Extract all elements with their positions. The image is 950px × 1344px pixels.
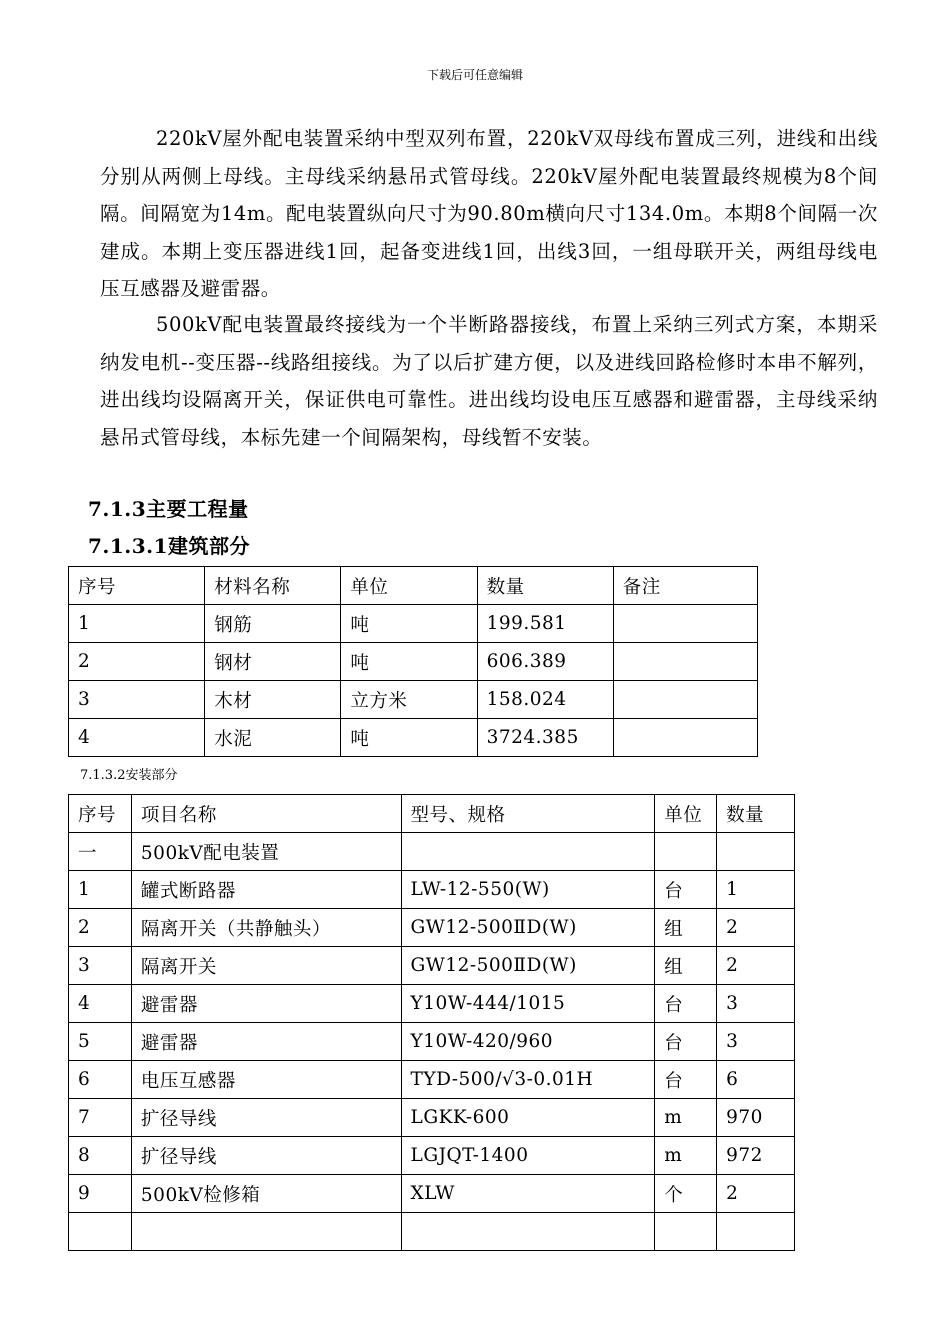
- table-cell: LGKK-600: [401, 1099, 655, 1137]
- table-cell: 500kV检修箱: [131, 1175, 401, 1213]
- table-cell: m: [655, 1099, 717, 1137]
- table-cell: m: [655, 1137, 717, 1175]
- table-cell: [655, 1213, 717, 1251]
- table-cell: GW12-500ⅡD(W): [401, 909, 655, 947]
- table-row: [69, 605, 758, 643]
- table-cell: 扩径导线: [131, 1099, 401, 1137]
- table-cell: [655, 833, 717, 871]
- table-row: [69, 1175, 795, 1213]
- table-cell: 8: [69, 1137, 132, 1175]
- table-cell: 1: [69, 871, 132, 909]
- section-heading-installation: 7.1.3.2安装部分: [80, 768, 178, 783]
- table-row: [69, 1023, 795, 1061]
- table-row: [69, 643, 758, 681]
- table-cell: 组: [655, 909, 717, 947]
- table-cell: 一: [69, 833, 132, 871]
- table-cell: 6: [69, 1061, 132, 1099]
- table-cell: 立方米: [341, 681, 477, 719]
- table-cell: 吨: [341, 719, 477, 757]
- table-row: [69, 909, 795, 947]
- table-cell: 3: [717, 985, 795, 1023]
- construction-materials-table: [68, 566, 758, 757]
- header-cell: 型号、规格: [401, 795, 655, 833]
- table-cell: 组: [655, 947, 717, 985]
- table-row: [69, 1137, 795, 1175]
- table-cell: 水泥: [205, 719, 341, 757]
- paragraph-500kv: 500kV配电装置最终接线为一个半断路器接线，布置上采纳三列式方案，本期采纳发电机--变压器--线路组接线。为了以后扩建方便，以及进线回路检修时本串不解列，进出线均设隔离开关，保证供电可靠性。进出线均设电压互感器和避雷器，主母线采纳悬吊式管母线，本标先建一个间隔架构，母线暂不安装。: [100, 313, 878, 449]
- table-cell: [717, 1213, 795, 1251]
- table-cell: XLW: [401, 1175, 655, 1213]
- table-cell: 970: [717, 1099, 795, 1137]
- table-cell: 3: [717, 1023, 795, 1061]
- header-cell: 数量: [717, 795, 795, 833]
- table-cell: [613, 643, 757, 681]
- table-cell: 7: [69, 1099, 132, 1137]
- table-cell: 隔离开关（共静触头）: [131, 909, 401, 947]
- table-cell: 6: [717, 1061, 795, 1099]
- table-row: [69, 947, 795, 985]
- table-cell: 500kV配电装置: [131, 833, 401, 871]
- table-cell: [717, 833, 795, 871]
- table-cell: 罐式断路器: [131, 871, 401, 909]
- table-cell: 台: [655, 985, 717, 1023]
- table-cell: 1: [69, 605, 205, 643]
- paragraph-220kv: 220kV屋外配电装置采纳中型双列布置，220kV双母线布置成三列，进线和出线分别从两侧上母线。主母线采纳悬吊式管母线。220kV屋外配电装置最终规模为8个间隔。间隔宽为14m。配电装置纵向尺寸为90.80m横向尺寸134.0m。本期8个间隔一次建成。本期上变压器进线1回，起备变进线1回，出线3回，一组母联开关，两组母线电压互感器及避雷器。: [100, 127, 878, 300]
- table-cell: [613, 681, 757, 719]
- header-cell: 单位: [341, 567, 477, 605]
- table-cell: GW12-500ⅡD(W): [401, 947, 655, 985]
- table-cell: [613, 605, 757, 643]
- table-cell: 5: [69, 1023, 132, 1061]
- table-cell: 3: [69, 681, 205, 719]
- table-row: [69, 833, 795, 871]
- table-row: [69, 719, 758, 757]
- table-cell: 972: [717, 1137, 795, 1175]
- table-cell: Y10W-444/1015: [401, 985, 655, 1023]
- table-row: [69, 871, 795, 909]
- table-cell: 个: [655, 1175, 717, 1213]
- table-row: [69, 1061, 795, 1099]
- table-cell: 4: [69, 719, 205, 757]
- table-cell: LGJQT-1400: [401, 1137, 655, 1175]
- table-cell: [131, 1213, 401, 1251]
- table-cell: 钢筋: [205, 605, 341, 643]
- table-cell: 9: [69, 1175, 132, 1213]
- table-cell: 1: [717, 871, 795, 909]
- header-cell: 序号: [69, 567, 205, 605]
- page-header: 下载后可任意编辑: [426, 68, 523, 82]
- installation-equipment-table: [68, 794, 795, 1251]
- header-cell: 序号: [69, 795, 132, 833]
- header-cell: 项目名称: [131, 795, 401, 833]
- table-cell: TYD-500/√3-0.01H: [401, 1061, 655, 1099]
- header-cell: 单位: [655, 795, 717, 833]
- table-cell: 电压互感器: [131, 1061, 401, 1099]
- table-cell: 避雷器: [131, 985, 401, 1023]
- table-cell: 2: [69, 643, 205, 681]
- table-cell: [69, 1213, 132, 1251]
- table-cell: 台: [655, 1061, 717, 1099]
- table-row: [69, 681, 758, 719]
- table-cell: [401, 1213, 655, 1251]
- table-cell: 台: [655, 1023, 717, 1061]
- table-cell: 扩径导线: [131, 1137, 401, 1175]
- table-cell: 木材: [205, 681, 341, 719]
- header-cell: 数量: [477, 567, 613, 605]
- section-heading-construction: 7.1.3.1建筑部分: [88, 534, 251, 558]
- table-cell: 2: [69, 909, 132, 947]
- table-cell: 钢材: [205, 643, 341, 681]
- section-heading-main-quantities: 7.1.3主要工程量: [88, 497, 249, 521]
- table-cell: 158.024: [477, 681, 613, 719]
- table-cell: 台: [655, 871, 717, 909]
- table-cell: 3724.385: [477, 719, 613, 757]
- table-cell: LW-12-550(W): [401, 871, 655, 909]
- table-cell: 2: [717, 909, 795, 947]
- table-header-row: [69, 795, 795, 833]
- table-cell: 3: [69, 947, 132, 985]
- header-cell: 备注: [613, 567, 757, 605]
- header-cell: 材料名称: [205, 567, 341, 605]
- table-cell: 避雷器: [131, 1023, 401, 1061]
- table-cell: Y10W-420/960: [401, 1023, 655, 1061]
- table-cell: [401, 833, 655, 871]
- table-row: [69, 985, 795, 1023]
- table-cell: 隔离开关: [131, 947, 401, 985]
- table-cell: 4: [69, 985, 132, 1023]
- table-cell: 199.581: [477, 605, 613, 643]
- table-cell: [613, 719, 757, 757]
- table-row: [69, 1213, 795, 1251]
- table-cell: 2: [717, 1175, 795, 1213]
- table-row: [69, 1099, 795, 1137]
- table-cell: 2: [717, 947, 795, 985]
- table-cell: 吨: [341, 643, 477, 681]
- table-cell: 606.389: [477, 643, 613, 681]
- table-cell: 吨: [341, 605, 477, 643]
- table-header-row: [69, 567, 758, 605]
